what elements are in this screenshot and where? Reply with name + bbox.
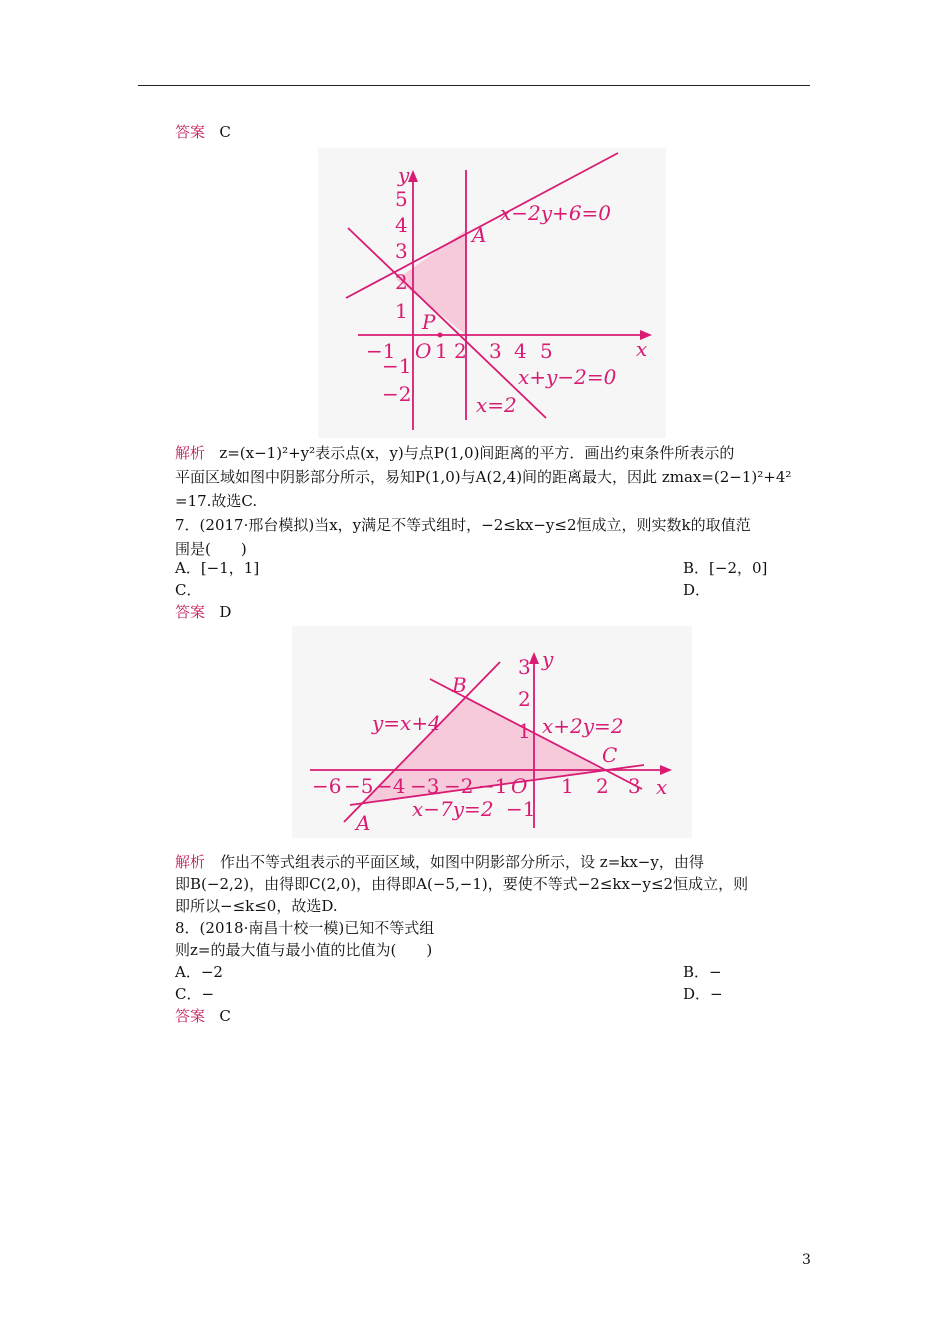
line1-label: x−2y+6=0 [500, 201, 612, 225]
answer-label: 答案 [175, 603, 206, 621]
q7-options-row2 [175, 580, 711, 600]
x-tick-neg5: −5 [344, 774, 374, 798]
y-tick-1: 1 [395, 299, 408, 323]
point-a-label: A [472, 223, 487, 247]
answer-value: C [219, 123, 231, 141]
line3-label: x−7y=2 [412, 797, 494, 821]
q7-analysis-line3: 即所以−≤k≤0，故选D. [175, 897, 338, 915]
analysis-label: 解析 [175, 444, 206, 462]
q7-option-a: A．[−1，1] [175, 559, 260, 577]
x-tick-3: 3 [489, 339, 502, 363]
point-p-label: P [422, 310, 436, 334]
q8-option-b: B．− [683, 963, 722, 981]
q7-analysis-line1: 解析 作出不等式组表示的平面区域，如图中阴影部分所示，设 z=kx−y，由得 [175, 853, 704, 871]
y-tick-neg1: −1 [382, 354, 412, 378]
q7-stem-line1: 7．(2017·邢台模拟)当x，y满足不等式组时，−2≤kx−y≤2恒成立，则实数k的取值范 [175, 516, 751, 534]
y-tick-neg2: −2 [382, 382, 412, 406]
y-tick-4: 4 [395, 213, 408, 237]
x-tick-neg4: −4 [376, 774, 406, 798]
line1-label: y=x+4 [372, 711, 441, 735]
y-axis-label: y [398, 163, 410, 187]
x-tick-2: 2 [454, 339, 467, 363]
q6-answer [175, 122, 231, 142]
page-number: 3 [802, 1252, 811, 1268]
y-axis-label: y [542, 647, 554, 671]
q6-analysis-line1: 解析 z=(x−1)²+y²表示点(x，y)与点P(1,0)间距离的平方．画出约束条件所表示的 [175, 444, 735, 462]
x-tick-neg2: −2 [444, 774, 474, 798]
figure-1-graph [318, 148, 666, 438]
origin-label: O [511, 774, 528, 798]
origin-label: O [415, 339, 432, 363]
y-tick-1: 1 [518, 719, 531, 743]
q8-option-a: A．−2 [175, 963, 223, 981]
point-c-label: C [602, 743, 618, 767]
y-tick-3: 3 [518, 655, 531, 679]
x-tick-neg6: −6 [312, 774, 342, 798]
q8-stem-line2: 则z=的最大值与最小值的比值为( ) [175, 941, 433, 959]
q6-analysis-line3: =17.故选C. [175, 492, 258, 510]
figure-2-graph [292, 626, 692, 838]
answer-label: 答案 [175, 123, 206, 141]
x-tick-1: 1 [561, 774, 574, 798]
analysis-label: 解析 [175, 853, 206, 871]
q8-option-d: D．− [683, 985, 723, 1003]
q8-option-c: C．− [175, 985, 215, 1003]
line2-label: x+y−2=0 [518, 365, 617, 389]
q8-stem-line1: 8．(2018·南昌十校一模)已知不等式组 [175, 919, 435, 937]
q7-option-b: B．[−2，0] [683, 559, 768, 577]
q8-options-row1 [175, 962, 722, 982]
x-tick-neg3: −3 [410, 774, 440, 798]
answer-value: C [219, 1007, 231, 1025]
q7-option-c: C． [175, 581, 202, 599]
x-tick-2: 2 [596, 774, 609, 798]
q7-answer [175, 602, 231, 622]
x-axis-label: x [656, 775, 668, 799]
line3-label: x=2 [476, 393, 517, 417]
y-tick-2: 2 [518, 687, 531, 711]
point-b-label: B [452, 673, 467, 697]
x-tick-neg1: −1 [478, 774, 508, 798]
x-tick-neg1: −1 [366, 339, 396, 363]
x-tick-4: 4 [514, 339, 527, 363]
q7-option-d: D． [683, 581, 711, 599]
y-tick-5: 5 [395, 187, 408, 211]
answer-label: 答案 [175, 1007, 206, 1025]
q7-stem-line2: 围是( ) [175, 540, 247, 558]
q7-options-row1 [175, 558, 768, 578]
x-tick-3: 3 [628, 774, 641, 798]
q6-analysis-line2: 平面区域如图中阴影部分所示，易知P(1,0)与A(2,4)间的距离最大，因此 zmax=(2−1)²+4² [175, 468, 792, 486]
q8-options-row2 [175, 984, 723, 1004]
y-tick-3: 3 [395, 239, 408, 263]
point-a-label: A [356, 811, 371, 835]
q7-analysis-line2: 即B(−2,2)，由得即C(2,0)，由得即A(−5,−1)，要使不等式−2≤kx−y≤2恒成立，则 [175, 875, 749, 893]
x-tick-5: 5 [540, 339, 553, 363]
q8-answer [175, 1006, 231, 1026]
point-p-dot [438, 333, 443, 338]
y-tick-2: 2 [395, 270, 408, 294]
line2-label: x+2y=2 [542, 714, 624, 738]
header-rule [138, 85, 810, 86]
x-axis-label: x [636, 337, 648, 361]
y-tick-neg1: −1 [506, 797, 536, 821]
answer-value: D [219, 603, 232, 621]
x-tick-1: 1 [435, 339, 448, 363]
